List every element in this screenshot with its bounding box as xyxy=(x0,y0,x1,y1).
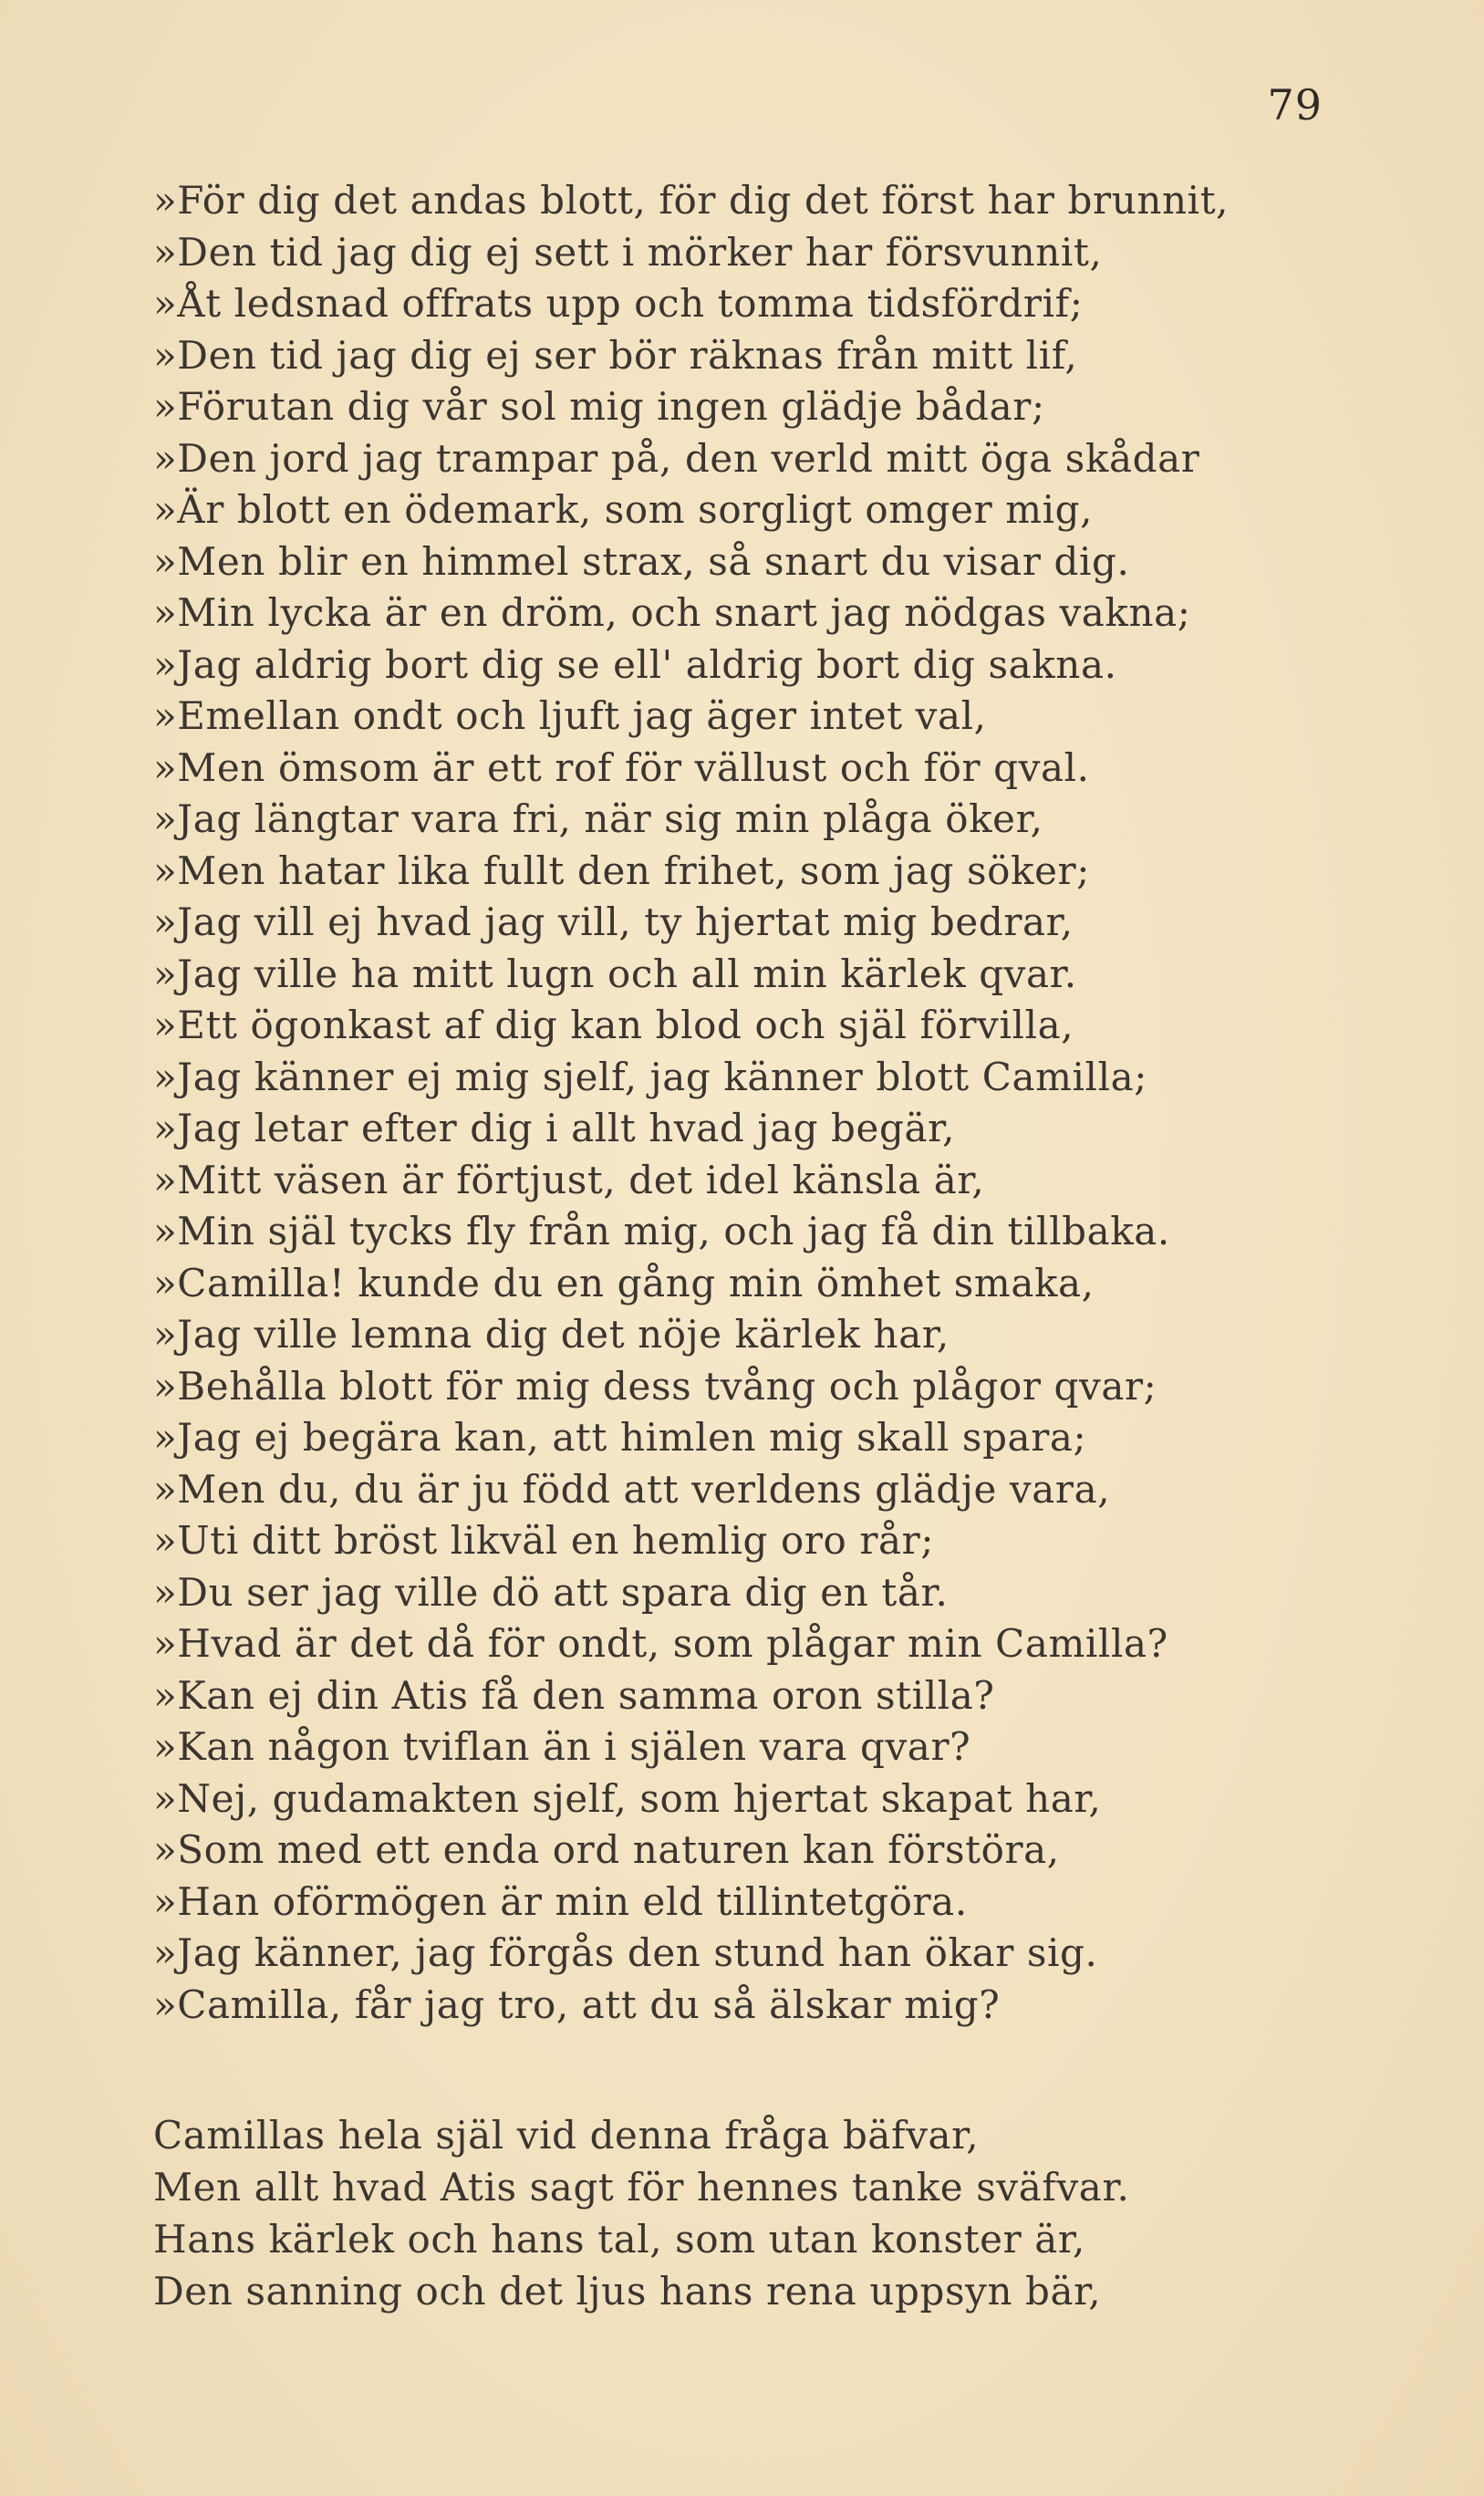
verse-line: »Jag vill ej hvad jag vill, ty hjertat mig bedrar, xyxy=(153,900,1074,944)
verse-line: »Men du, du är ju född att verldens glädje vara, xyxy=(153,1466,1111,1512)
verse-line: »Camilla, får jag tro, att du så älskar mig? xyxy=(153,1981,1001,2027)
verse-line: »Jag känner ej mig sjelf, jag känner blott Camilla; xyxy=(153,1054,1147,1099)
verse-line: »Hvad är det då för ondt, som plågar min Camilla? xyxy=(153,1621,1168,1666)
verse-line: »Jag ville lemna dig det nöje kärlek har, xyxy=(153,1312,950,1357)
verse-line: Hans kärlek och hans tal, som utan konster är, xyxy=(153,2217,1085,2262)
verse-line: »För dig det andas blott, för dig det först har brunnit, xyxy=(153,178,1230,223)
verse-line: »Min själ tycks fly från mig, och jag få din tillbaka. xyxy=(153,1209,1170,1253)
verse-line: »Behålla blott för mig dess tvång och plågor qvar; xyxy=(153,1363,1157,1409)
verse-line: »Kan någon tviflan än i själen vara qvar? xyxy=(153,1724,971,1769)
dialogue-stanza xyxy=(153,175,1229,2031)
verse-line: »Jag längtar vara fri, när sig min plåga öker, xyxy=(153,796,1043,841)
verse-line: »Kan ej din Atis få den samma oron stilla? xyxy=(153,1672,995,1718)
verse-line: »Den jord jag trampar på, den verld mitt öga skådar xyxy=(153,435,1200,481)
verse-line: »Är blott en ödemark, som sorgligt omger mig, xyxy=(153,487,1094,532)
verse-line: »Åt ledsnad offrats upp och tomma tidsfördrif; xyxy=(153,281,1084,326)
verse-line: »Jag ej begära kan, att himlen mig skall spara; xyxy=(153,1415,1087,1460)
verse-line: »Ett ögonkast af dig kan blod och själ förvilla, xyxy=(153,1003,1074,1047)
narrative-stanza xyxy=(153,2109,1129,2317)
verse-line: »Mitt väsen är förtjust, det idel känsla är, xyxy=(153,1157,985,1202)
verse-line: »Jag letar efter dig i allt hvad jag begär, xyxy=(153,1106,956,1150)
verse-line: »Du ser jag ville dö att spara dig en tår. xyxy=(153,1569,949,1615)
verse-line: »Han oförmögen är min eld tillintetgöra. xyxy=(153,1878,968,1924)
verse-line: »Jag ville ha mitt lugn och all min kärlek qvar. xyxy=(153,951,1077,996)
verse-line: »Nej, gudamakten sjelf, som hjertat skapat har, xyxy=(153,1775,1102,1821)
verse-line: »Men ömsom är ett rof för vällust och för qval. xyxy=(153,744,1090,790)
verse-line: »Camilla! kunde du en gång min ömhet smaka, xyxy=(153,1260,1095,1305)
verse-line: »Jag känner, jag förgås den stund han ökar sig. xyxy=(153,1930,1098,1975)
verse-line: »Men blir en himmel strax, så snart du visar dig. xyxy=(153,538,1130,584)
page-number: 79 xyxy=(1267,80,1323,130)
verse-line: »Men hatar lika fullt den frihet, som jag söker; xyxy=(153,848,1090,893)
verse-line: Camillas hela själ vid denna fråga bäfvar, xyxy=(153,2113,980,2158)
verse-line: »Uti ditt bröst likväl en hemlig oro rår; xyxy=(153,1518,935,1563)
verse-line: »Den tid jag dig ej ser bör räknas från mitt lif, xyxy=(153,332,1078,378)
verse-line: »Emellan ondt och ljuft jag äger intet val, xyxy=(153,693,987,738)
verse-line: »Som med ett enda ord naturen kan förstöra, xyxy=(153,1827,1060,1872)
verse-line: »Jag aldrig bort dig se ell' aldrig bort dig sakna. xyxy=(153,641,1117,687)
verse-line: »Min lycka är en dröm, och snart jag nödgas vakna; xyxy=(153,590,1191,635)
verse-line: Den sanning och det ljus hans rena uppsyn bär, xyxy=(153,2269,1102,2314)
verse-line: »Den tid jag dig ej sett i mörker har försvunnit, xyxy=(153,229,1103,275)
verse-line: Men allt hvad Atis sagt för hennes tanke sväfvar. xyxy=(153,2165,1130,2210)
verse-line: »Förutan dig vår sol mig ingen glädje bådar; xyxy=(153,384,1045,429)
